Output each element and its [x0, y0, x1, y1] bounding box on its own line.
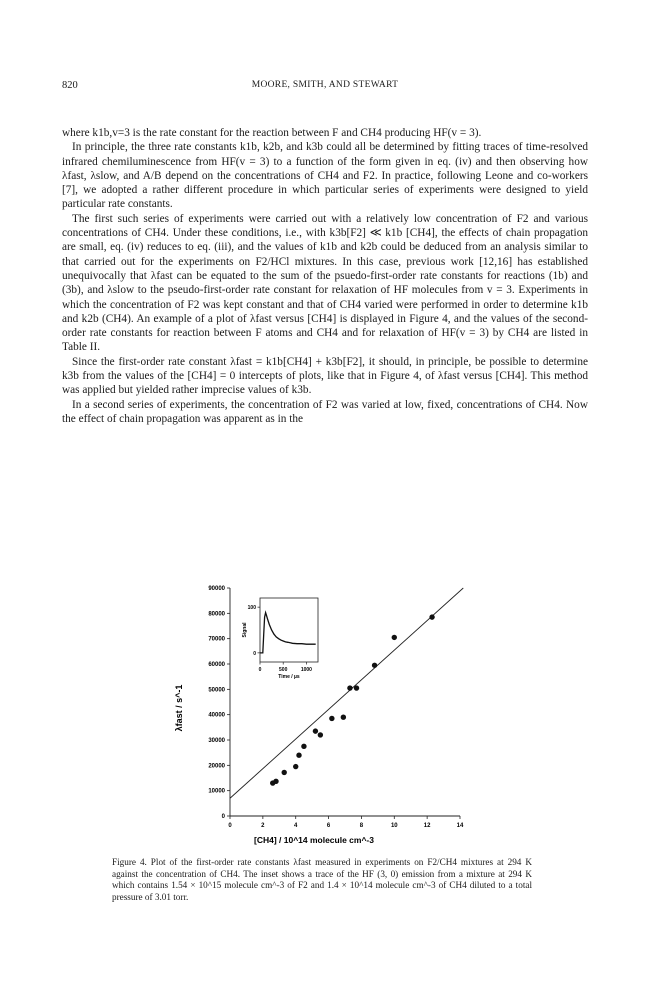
y-tick-label: 70000: [208, 636, 225, 643]
y-tick-label: 60000: [208, 662, 225, 668]
data-point: [313, 728, 318, 733]
x-tick-label: 12: [423, 823, 431, 829]
paragraph: Since the first-order rate constant λfast = k1b[CH4] + k3b[F2], it should, in principle, be possible to determine k3b from the values of the [CH4] = 0 intercepts of plots, like that in Figure 4, of λfast versus [CH4]. This method was applied but yielded rather imprecise values of k3b.: [62, 355, 588, 397]
inset-x-tick-label: 500: [279, 667, 288, 673]
data-point: [429, 614, 434, 619]
inset-x-axis-label: Time / µs: [278, 674, 300, 680]
paragraph: The first such series of experiments were carried out with a relatively low concentration of F2 and various concentrations of CH4. Under these conditions, i.e., with k3b[F2] ≪ k1b [CH4], the effects of chain propagation are small, eq. (iv) reduces to eq. (iii), and the values of k1b and k2b could be deduced from an analysis similar to that carried out for the experiments on F2/HCl mixtures. In this case, previous work [12,16] has established unequivocally that λfast can be equated to the sum of the psuedo-first-order rate constants for reactions (1b) and (3b), and λslow to the pseudo-first-order rate constant for relaxation of HF molecules from v = 3. Experiments in which the concentration of F2 was kept constant and that of CH4 varied were performed in order to determine k1b and k2b (CH4). An example of a plot of λfast versus [CH4] is displayed in Figure 4, and the values of the second-order rate constants for reaction between F atoms and CH4 and for relaxation of HF(v = 3) by CH4 are listed in Table II.: [62, 212, 588, 354]
page-header: [62, 80, 588, 94]
paragraph: where k1b,v=3 is the rate constant for the reaction between F and CH4 producing HF(v = 3).: [62, 127, 482, 139]
inset-y-tick-label: 0: [253, 650, 256, 657]
body-text: [62, 126, 588, 426]
data-point: [347, 685, 352, 690]
running-head: MOORE, SMITH, AND STEWART: [251, 80, 399, 90]
data-point: [341, 715, 346, 720]
x-tick-label: 0: [228, 823, 232, 829]
inset-y-tick-label: 100: [247, 605, 256, 612]
data-point: [296, 753, 301, 758]
paragraph: In a second series of experiments, the concentration of F2 was varied at low, fixed, concentrations of CH4. Now the effect of chain propagation was apparent as in the: [62, 398, 588, 425]
data-point: [329, 716, 334, 721]
inset-y-axis-label: Signal: [242, 622, 248, 638]
figure-4: [160, 580, 480, 852]
y-tick-label: 10000: [208, 788, 225, 795]
x-axis-label: [CH4] / 10^14 molecule cm^-3: [253, 835, 375, 845]
data-point: [293, 764, 298, 769]
x-tick-label: 4: [294, 823, 298, 829]
data-point: [273, 779, 278, 784]
x-tick-label: 10: [390, 823, 398, 829]
data-point: [372, 663, 377, 668]
data-point: [392, 635, 397, 640]
y-tick-label: 40000: [208, 712, 225, 719]
y-tick-label: 20000: [208, 763, 225, 770]
y-tick-label: 80000: [208, 611, 225, 618]
y-tick-label: 30000: [208, 738, 225, 744]
y-tick-label: 90000: [208, 586, 225, 592]
inset-chart: [242, 598, 318, 680]
inset-x-tick-label: 1000: [300, 667, 312, 673]
page-number: 820: [62, 80, 78, 91]
figure-caption: Figure 4. Plot of the first-order rate constants λfast measured in experiments on F2/CH4 mixtures at 294 K against the concentration of CH4. The inset shows a trace of the HF (3, 0) emission from a mixture at 294 K which contains 1.54 × 10^15 molecule cm^-3 of F2 and 1.4 × 10^14 molecule cm^-3 of CH4 diluted to a total pressure of 3.01 torr.: [112, 857, 532, 902]
y-axis-label: λfast / s^-1: [174, 684, 184, 732]
data-point: [282, 770, 287, 775]
data-point: [354, 685, 359, 690]
y-tick-label: 0: [221, 814, 225, 820]
x-tick-label: 14: [456, 823, 464, 829]
data-point: [301, 744, 306, 749]
inset-frame: [260, 598, 318, 662]
inset-x-tick-label: 0: [258, 667, 262, 673]
paragraph: In principle, the three rate constants k1b, k2b, and k3b could all be determined by fitting traces of time-resolved infrared chemiluminescence from HF(v = 3) to a function of the form given in eq. (iv) and then observing how λfast, λslow, and A/B depend on the concentrations of CH4 and F2. In practice, following Leone and co-workers [7], we adopted a rather different procedure in which particular series of experiments were designed to yield particular rate constants.: [62, 141, 588, 211]
x-tick-label: 6: [326, 823, 331, 829]
rate-constant-chart: [160, 580, 480, 852]
x-tick-label: 8: [359, 823, 364, 829]
data-point: [318, 732, 323, 737]
y-tick-label: 50000: [208, 687, 225, 694]
x-tick-label: 2: [261, 823, 265, 829]
